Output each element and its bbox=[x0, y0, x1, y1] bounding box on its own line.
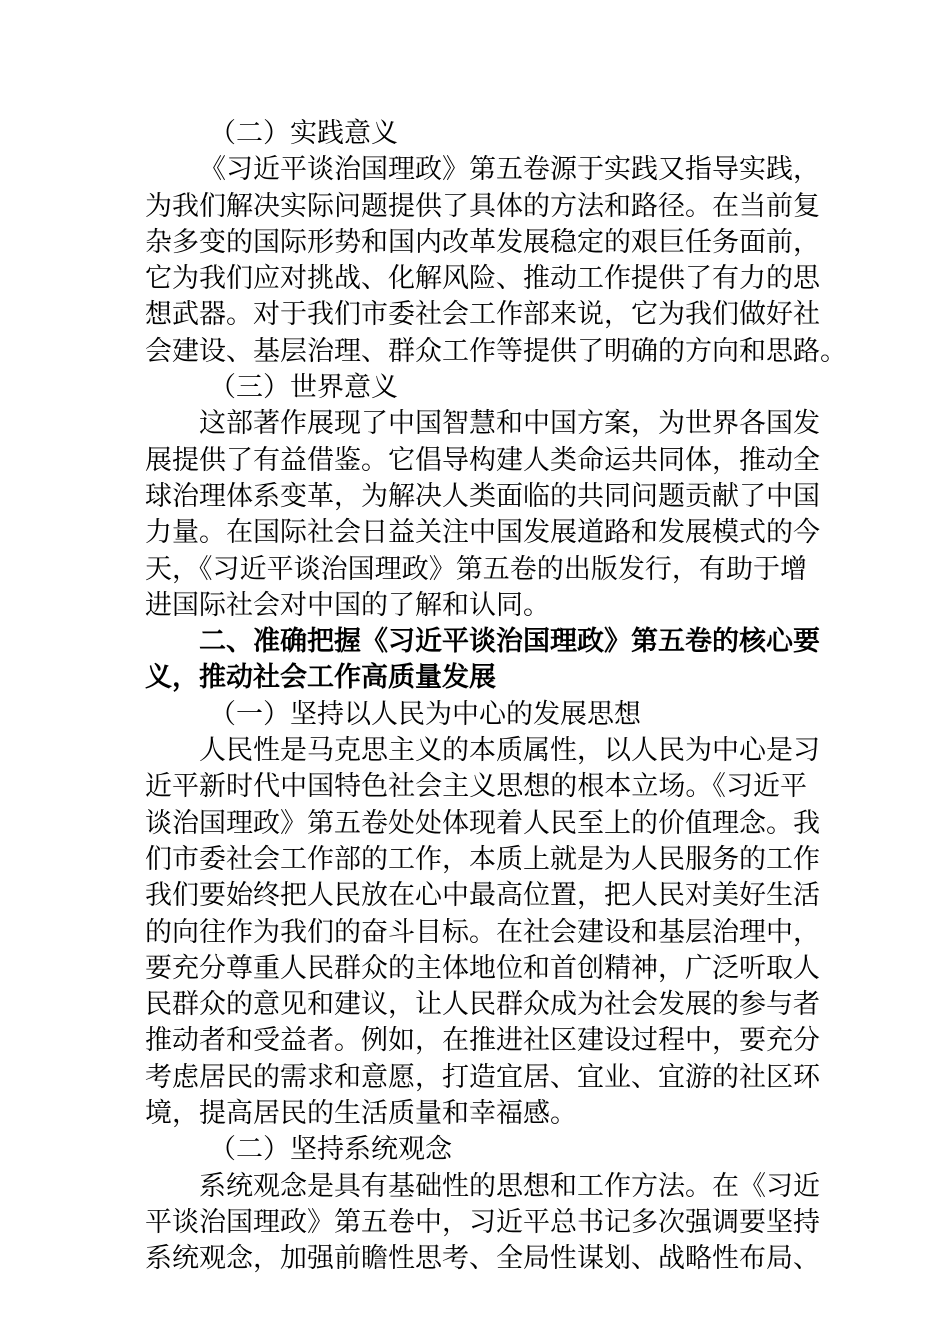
section-heading-practical-significance: （二）实践意义 bbox=[209, 118, 398, 149]
paragraph-line: 会建设、基层治理、群众工作等提供了明确的方向和思路。 bbox=[145, 335, 847, 367]
paragraph-line: 们市委社会工作部的工作，本质上就是为人民服务的工作 bbox=[145, 843, 820, 875]
paragraph-line: 展提供了有益借鉴。它倡导构建人类命运共同体，推动全 bbox=[145, 444, 820, 476]
paragraph-line: 系统观念，加强前瞻性思考、全局性谋划、战略性布局、 bbox=[145, 1243, 820, 1275]
paragraph-line: 人民性是马克思主义的本质属性，以人民为中心是习 bbox=[199, 735, 820, 767]
paragraph-line: 我们要始终把人民放在心中最高位置，把人民对美好生活 bbox=[145, 880, 820, 912]
paragraph-line: 这部著作展现了中国智慧和中国方案，为世界各国发 bbox=[199, 408, 820, 440]
section-heading-world-significance: （三）世界意义 bbox=[209, 372, 398, 404]
document-body bbox=[145, 116, 847, 1278]
paragraph-line: 杂多变的国际形势和国内改革发展稳定的艰巨任务面前， bbox=[145, 226, 820, 258]
paragraph-line: 要充分尊重人民群众的主体地位和首创精神，广泛听取人 bbox=[145, 952, 820, 984]
paragraph-line: 近平新时代中国特色社会主义思想的根本立场。《习近平 bbox=[145, 771, 807, 803]
chapter-heading-continued: 义，推动社会工作高质量发展 bbox=[145, 662, 496, 694]
paragraph-line: 推动者和受益者。例如，在推进社区建设过程中，要充分 bbox=[145, 1025, 820, 1057]
paragraph-line: 想武器。对于我们市委社会工作部来说，它为我们做好社 bbox=[145, 299, 820, 331]
paragraph-line: 的向往作为我们的奋斗目标。在社会建设和基层治理中， bbox=[145, 916, 820, 948]
paragraph-line: 民群众的意见和建议，让人民群众成为社会发展的参与者 bbox=[145, 989, 820, 1021]
paragraph-line: 天，《习近平谈治国理政》第五卷的出版发行，有助于增 bbox=[145, 553, 807, 585]
paragraph-line: 为我们解决实际问题提供了具体的方法和路径。在当前复 bbox=[145, 190, 820, 222]
paragraph-line: 它为我们应对挑战、化解风险、推动工作提供了有力的思 bbox=[145, 263, 820, 295]
paragraph-line: 《习近平谈治国理政》第五卷源于实践又指导实践， bbox=[199, 154, 820, 186]
paragraph-line: 境，提高居民的生活质量和幸福感。 bbox=[145, 1098, 577, 1130]
section-heading-people-centered: （一）坚持以人民为中心的发展思想 bbox=[209, 698, 641, 730]
paragraph-line: 谈治国理政》第五卷处处体现着人民至上的价值理念。我 bbox=[145, 807, 820, 839]
paragraph-line: 进国际社会对中国的了解和认同。 bbox=[145, 589, 550, 621]
paragraph-line: 平谈治国理政》第五卷中，习近平总书记多次强调要坚持 bbox=[145, 1206, 820, 1238]
paragraph-line: 系统观念是具有基础性的思想和工作方法。在《习近 bbox=[199, 1170, 820, 1202]
paragraph-line: 球治理体系变革，为解决人类面临的共同问题贡献了中国 bbox=[145, 480, 820, 512]
chapter-heading: 二、准确把握《习近平谈治国理政》第五卷的核心要 bbox=[199, 626, 820, 658]
paragraph-line: 力量。在国际社会日益关注中国发展道路和发展模式的今 bbox=[145, 517, 820, 549]
section-heading-systems-thinking: （二）坚持系统观念 bbox=[209, 1134, 452, 1166]
paragraph-line: 考虑居民的需求和意愿，打造宜居、宜业、宜游的社区环 bbox=[145, 1061, 820, 1093]
